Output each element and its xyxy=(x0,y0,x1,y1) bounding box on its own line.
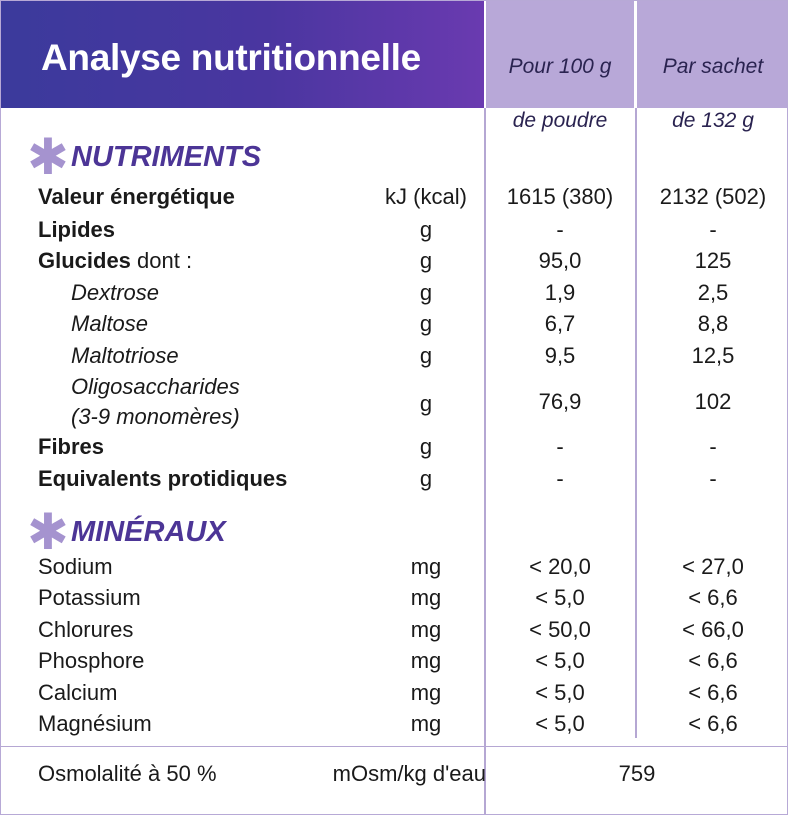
row-value-per-sachet: 2132 (502) xyxy=(659,184,767,209)
column-header-per-sachet-line1: Par sachet xyxy=(662,55,764,78)
column-header-per-100g-line2: de poudre xyxy=(512,109,608,132)
row-value-per-sachet: < 6,6 xyxy=(688,711,738,736)
row-label: Maltotriose xyxy=(71,343,179,368)
row-label: Calcium xyxy=(38,680,118,705)
column-header-per-100g-line1: Pour 100 g xyxy=(508,55,612,78)
row-label: Glucides xyxy=(38,248,131,273)
row-value-per-100g: < 50,0 xyxy=(529,617,591,642)
row-value-per-sachet: 12,5 xyxy=(691,343,735,368)
section-title-mineraux xyxy=(27,504,226,560)
section-label: MINÉRAUX xyxy=(71,516,226,548)
row-label: Dextrose xyxy=(71,280,160,305)
row-value-per-100g: < 5,0 xyxy=(535,711,585,736)
row-label: Equivalents protidiques xyxy=(38,466,288,491)
row-value-per-100g: 9,5 xyxy=(544,343,576,368)
row-value-per-100g: 6,7 xyxy=(544,311,576,336)
row-label: Lipides xyxy=(38,217,116,242)
row-label: Chlorures xyxy=(38,617,134,642)
row-unit: mg xyxy=(410,617,442,642)
row-value-per-100g: < 5,0 xyxy=(535,648,585,673)
row-value-per-sachet: < 6,6 xyxy=(688,648,738,673)
row-value-per-sachet: 102 xyxy=(694,389,732,414)
row-value-per-100g: < 5,0 xyxy=(535,585,585,610)
row-unit: g xyxy=(419,248,433,273)
row-unit: mg xyxy=(410,711,442,736)
row-unit: g xyxy=(419,434,433,459)
row-value-per-100g: 95,0 xyxy=(538,248,582,273)
row-value-per-100g: - xyxy=(556,434,564,459)
row-unit: mg xyxy=(410,554,442,579)
row-unit: mOsm/kg d'eau xyxy=(332,761,486,786)
section-label: NUTRIMENTS xyxy=(71,141,262,173)
row-label: Potassium xyxy=(38,585,141,610)
row-label-suffix: dont : xyxy=(130,248,193,273)
row-label: Magnésium xyxy=(38,711,152,736)
row-unit: g xyxy=(419,343,433,368)
row-value-per-100g: < 5,0 xyxy=(535,680,585,705)
row-value-per-sachet: < 66,0 xyxy=(682,617,744,642)
asterisk-icon: ✱ xyxy=(27,504,69,560)
row-label: Osmolalité à 50 % xyxy=(38,761,217,786)
row-unit: g xyxy=(419,280,433,305)
row-unit: g xyxy=(419,466,433,491)
row-value-per-100g: < 20,0 xyxy=(529,554,591,579)
row-unit: g xyxy=(419,217,433,242)
asterisk-icon: ✱ xyxy=(27,129,69,185)
section-title-nutriments xyxy=(27,129,262,185)
column-header-per-sachet-line2: de 132 g xyxy=(672,109,754,132)
row-divider xyxy=(1,746,788,747)
row-value-per-100g: - xyxy=(556,217,564,242)
row-value-per-sachet: - xyxy=(709,434,717,459)
row-value-per-100g: 76,9 xyxy=(538,389,582,414)
table-row-oligosaccharides xyxy=(1,374,788,432)
row-value-per-100g: 1,9 xyxy=(544,280,576,305)
row-label: Phosphore xyxy=(38,648,145,673)
table-header-title xyxy=(1,1,485,108)
row-value-per-sachet: < 27,0 xyxy=(682,554,744,579)
page-title: Analyse nutritionnelle xyxy=(41,37,421,78)
row-value-per-100g: - xyxy=(556,466,564,491)
row-label: Maltose xyxy=(71,311,149,336)
row-value-per-100g: 1615 (380) xyxy=(506,184,614,209)
row-value-per-sachet: 125 xyxy=(694,248,732,273)
column-header-per-100g xyxy=(486,1,634,132)
row-value: 759 xyxy=(618,761,656,786)
row-unit: mg xyxy=(410,680,442,705)
column-divider xyxy=(484,108,486,815)
row-unit: mg xyxy=(410,585,442,610)
row-label: Sodium xyxy=(38,554,113,579)
column-header-per-sachet xyxy=(637,1,788,132)
row-value-per-sachet: - xyxy=(709,217,717,242)
row-label: Oligosaccharides xyxy=(71,374,240,399)
row-value-per-sachet: 8,8 xyxy=(697,311,729,336)
row-unit: mg xyxy=(410,648,442,673)
row-label: Fibres xyxy=(38,434,105,459)
row-value-per-sachet: < 6,6 xyxy=(688,680,738,705)
row-unit: kJ (kcal) xyxy=(385,184,467,209)
row-value-per-sachet: < 6,6 xyxy=(688,585,738,610)
row-unit: g xyxy=(419,311,433,336)
row-value-per-sachet: - xyxy=(709,466,717,491)
row-label: Valeur énergétique xyxy=(38,184,235,209)
row-label-continued: (3-9 monomères) xyxy=(71,404,240,429)
row-value-per-sachet: 2,5 xyxy=(697,280,729,305)
row-unit: g xyxy=(419,391,433,416)
